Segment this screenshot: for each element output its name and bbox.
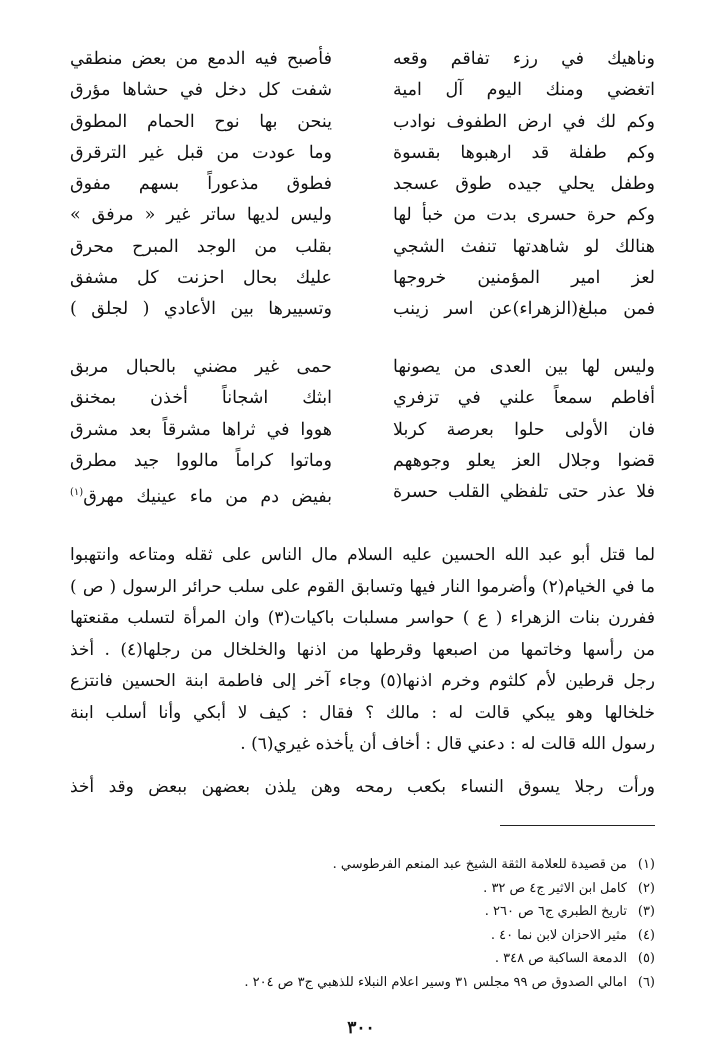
verse-first-hemistich: وكم لك في ارض الطفوف نوادب <box>393 111 655 132</box>
footnote-reference: (١) <box>70 487 84 499</box>
verse-first-hemistich: وكم طفلة قد ارهبوها بقسوة <box>393 142 655 163</box>
poem-verse <box>70 138 655 169</box>
footnote-item <box>150 924 655 948</box>
verse-second-hemistich: فطوق مذعوراً بسهم مفوق <box>70 174 332 195</box>
poem-verse <box>70 75 655 106</box>
verse-first-hemistich: فمن مبلغ(الزهراء)عن اسر زينب <box>393 299 655 320</box>
footnotes <box>150 853 655 994</box>
prose-line: لما قتل أبو عبد الله الحسين عليه السلام مال الناس على ثقله ومتاعه وانتهبوا <box>70 545 655 565</box>
footnote-number: (٣) <box>637 904 655 919</box>
footnote-text: من قصيدة للعلامة الثقة الشيخ عبد المنعم الفرطوسي . <box>332 857 627 872</box>
verse-second-hemistich: حمى غير مضني بالحبال مربق <box>70 357 332 377</box>
footnote-number: (٤) <box>637 927 655 943</box>
verse-first-hemistich: هنالك لو شاهدتها تنفث الشجي <box>393 236 655 257</box>
verse-first-hemistich: اتغضي ومنك اليوم آل امية <box>393 80 655 101</box>
footnote-number: (٢) <box>637 880 655 896</box>
verse-second-hemistich: ابثك اشجاناً أخذن بمخنق <box>70 388 332 409</box>
footnote-item <box>150 947 655 971</box>
poem-verse <box>70 232 655 263</box>
verse-first-hemistich: أفاطم سمعاً علني في تزفري <box>393 388 655 409</box>
poem-verse <box>70 200 655 231</box>
verse-first-hemistich: وناهيك في رزء تفاقم وقعه <box>393 49 655 69</box>
verse-first-hemistich: وطفل يحلي جيده طوق عسجد <box>393 174 655 195</box>
footnote-number: (١) <box>637 857 655 872</box>
verse-second-hemistich: وتسييرها بين الأعادي ( لجلق ) <box>70 299 332 320</box>
verse-second-hemistich: ينحن بها نوح الحمام المطوق <box>70 111 332 132</box>
poem-part-2 <box>70 352 655 508</box>
verse-first-hemistich: فان الأولى حلوا بعرصة كربلا <box>393 419 655 440</box>
verse-second-hemistich: وما عودت من قبل غير الترقرق <box>70 142 332 163</box>
verse-first-hemistich: فلا عذر حتى تلفظي القلب حسرة <box>393 482 655 503</box>
prose-line: ما في الخيام(٢) وأضرموا النار فيها وتسابق القوم على سلب حرائر الرسول ( ص ) <box>70 576 655 597</box>
footnote-text: الدمعة الساكبة ص ٣٤٨ . <box>494 951 627 966</box>
verse-second-hemistich: فأصبح فيه الدمع من بعض منطقي <box>70 49 332 69</box>
poem-verse <box>70 446 655 477</box>
footnote-text: امالي الصدوق ص ٩٩ مجلس ٣١ وسير اعلام النبلاء للذهبي ج٣ ص ٢٠٤ . <box>244 974 627 990</box>
poem-verse <box>70 44 655 75</box>
verse-second-hemistich: شفت كل دخل في حشاها مؤرق <box>70 80 332 101</box>
prose-line: خلخالها وهو يبكي قالت له : مالك ؟ فقال : كيف لا أبكي وأنا أسلب ابنة <box>70 702 655 723</box>
prose-line: رجل قرطين لأم كلثوم وخرم اذنها(٥) وجاء آخر إلى فاطمة ابنة الحسين فانتزع <box>70 671 655 691</box>
verse-first-hemistich: لعز امير المؤمنين خروجها <box>393 268 655 289</box>
verse-second-hemistich: عليك بحال احزنت كل مشفق <box>70 268 332 289</box>
footnote-text: تاريخ الطبري ج٦ ص ٢٦٠ . <box>484 904 627 919</box>
footnote-number: (٥) <box>637 951 655 966</box>
prose-paragraph-1 <box>70 540 655 761</box>
poem-verse <box>70 169 655 200</box>
poem-part-1 <box>70 44 655 326</box>
verse-second-hemistich: وماتوا كراماً مالووا جيد مطرق <box>70 450 332 471</box>
poem-verse <box>70 263 655 294</box>
prose-line: رسول الله قالت له : دعني قال : أخاف أن يأخذه غيري(٦) . <box>240 734 655 754</box>
verse-second-hemistich: بفيض دم من ماء عينيك مهرق$^{(١)}$ <box>70 487 332 508</box>
prose-paragraph-2 <box>70 772 655 804</box>
page-number: ٣٠٠ <box>347 1018 375 1038</box>
footnote-item <box>150 853 655 877</box>
verse-second-hemistich: وليس لديها ساتر غير « مرفق » <box>70 205 332 226</box>
footnote-item <box>150 900 655 924</box>
poem-verse <box>70 415 655 446</box>
verse-first-hemistich: وكم حرة حسرى بدت من خبأ لها <box>393 205 655 226</box>
poem-verse <box>70 477 655 508</box>
poem-verse <box>70 294 655 325</box>
verse-first-hemistich: وليس لها بين العدى من يصونها <box>393 357 655 377</box>
footnote-text: كامل ابن الاثير ج٤ ص ٣٢ . <box>483 880 627 896</box>
prose-line: ورأت رجلا يسوق النساء بكعب رمحه وهن يلذن بعضهن ببعض وقد أخذ <box>70 776 655 797</box>
prose-line: ففررن بنات الزهراء ( ع ) حواسر مسلبات باكيات(٣) وان المرأة لتسلب مقنعتها <box>70 608 655 628</box>
footnote-separator <box>500 825 655 826</box>
verse-second-hemistich: هووا في ثراها مشرقاً بعد مشرق <box>70 419 332 440</box>
footnote-item <box>150 877 655 901</box>
verse-second-hemistich: بقلب من الوجد المبرح محرق <box>70 236 332 257</box>
verse-first-hemistich: قضوا وجلال العز يعلو وجوههم <box>393 450 655 471</box>
poem-verse <box>70 107 655 138</box>
poem-verse <box>70 383 655 414</box>
footnote-text: مثير الاحزان لابن نما ٤٠ . <box>490 927 627 943</box>
poem-verse <box>70 352 655 383</box>
prose-line: من رأسها وخاتمها من اصبعها وقرطها من اذنها والخلخال من رجلها(٤) . أخذ <box>70 639 655 660</box>
footnote-number: (٦) <box>637 974 655 990</box>
footnote-item <box>150 971 655 995</box>
prose-body <box>70 540 655 803</box>
